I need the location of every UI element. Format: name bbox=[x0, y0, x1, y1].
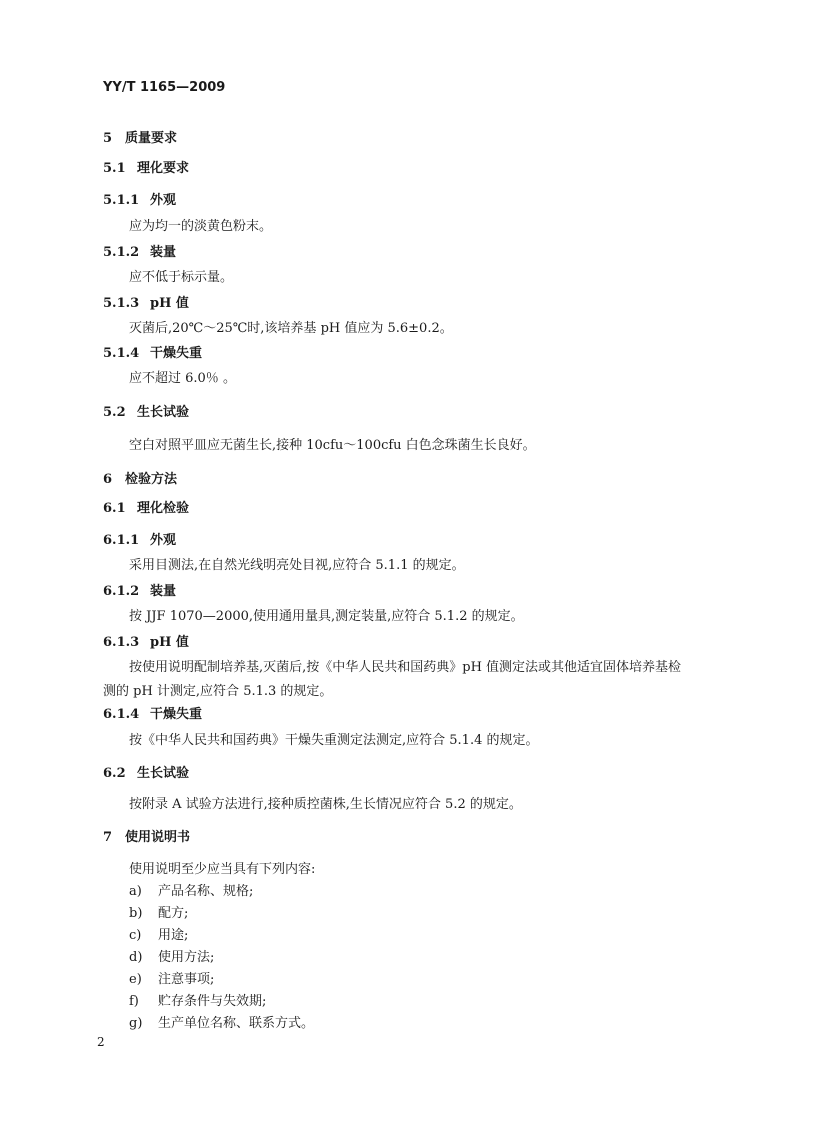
section-5-1-2-heading bbox=[103, 245, 176, 261]
section-5-1-3-body: 灭菌后,20℃～25℃时,该培养基 pH 值应为 5.6±0.2。 bbox=[129, 321, 453, 336]
section-5-1-1-heading bbox=[103, 193, 176, 209]
list-text: 用途; bbox=[158, 928, 189, 943]
list-text: 生产单位名称、联系方式。 bbox=[158, 1016, 315, 1031]
section-title: 装量 bbox=[150, 245, 177, 260]
section-6-1-2-body: 按 JJF 1070—2000,使用通用量具,测定装量,应符合 5.1.2 的规定。 bbox=[129, 609, 524, 624]
section-5-1-heading bbox=[103, 161, 189, 177]
section-number: 6.1.4 bbox=[103, 707, 140, 722]
section-6-1-3-heading bbox=[103, 635, 189, 651]
section-7-intro: 使用说明至少应当具有下列内容: bbox=[129, 862, 316, 877]
section-title: 外观 bbox=[150, 193, 177, 208]
section-5-2-body: 空白对照平皿应无菌生长,接种 10cfu～100cfu 白色念珠菌生长良好。 bbox=[129, 438, 536, 453]
section-5-1-4-body: 应不超过 6.0％ 。 bbox=[129, 371, 236, 386]
section-number: 5 bbox=[103, 131, 113, 146]
section-6-1-2-heading bbox=[103, 584, 176, 600]
section-number: 5.1.1 bbox=[103, 193, 140, 208]
list-item bbox=[129, 884, 253, 900]
section-title: pH 值 bbox=[150, 635, 189, 650]
section-6-1-1-body: 采用目测法,在自然光线明亮处目视,应符合 5.1.1 的规定。 bbox=[129, 558, 465, 573]
list-text: 注意事项; bbox=[158, 972, 215, 987]
list-item bbox=[129, 972, 214, 988]
list-marker: g) bbox=[129, 1016, 143, 1031]
list-item bbox=[129, 994, 266, 1010]
section-5-heading bbox=[103, 131, 177, 147]
section-number: 5.1.3 bbox=[103, 296, 140, 311]
list-text: 使用方法; bbox=[158, 950, 215, 965]
section-6-2-heading bbox=[103, 766, 189, 782]
section-number: 6.1.2 bbox=[103, 584, 140, 599]
section-number: 6.1.3 bbox=[103, 635, 140, 650]
section-title: 理化要求 bbox=[137, 161, 190, 176]
list-marker: e) bbox=[129, 972, 142, 987]
section-6-1-3-body-line-1: 按使用说明配制培养基,灭菌后,按《中华人民共和国药典》pH 值测定法或其他适宜固体培养基检 bbox=[129, 660, 682, 675]
section-6-1-3-body-line-2: 测的 pH 计测定,应符合 5.1.3 的规定。 bbox=[103, 684, 333, 699]
section-5-2-heading bbox=[103, 405, 189, 421]
section-6-1-heading bbox=[103, 501, 189, 517]
section-number: 5.1.4 bbox=[103, 346, 140, 361]
list-marker: a) bbox=[129, 884, 142, 899]
list-marker: d) bbox=[129, 950, 143, 965]
standard-code-header: YY/T 1165—2009 bbox=[103, 80, 226, 95]
section-number: 5.1 bbox=[103, 161, 126, 176]
section-title: 干燥失重 bbox=[150, 346, 203, 361]
section-title: 装量 bbox=[150, 584, 177, 599]
list-text: 配方; bbox=[158, 906, 189, 921]
section-title: 检验方法 bbox=[125, 472, 178, 487]
list-item bbox=[129, 1016, 314, 1032]
list-text: 贮存条件与失效期; bbox=[158, 994, 267, 1009]
list-item bbox=[129, 928, 188, 944]
section-title: 使用说明书 bbox=[125, 830, 191, 845]
list-marker: c) bbox=[129, 928, 142, 943]
section-title: 理化检验 bbox=[137, 501, 190, 516]
section-number: 6.2 bbox=[103, 766, 126, 781]
page-number: 2 bbox=[97, 1035, 105, 1049]
list-item bbox=[129, 906, 188, 922]
list-item bbox=[129, 950, 214, 966]
list-text: 产品名称、规格; bbox=[158, 884, 254, 899]
section-title: pH 值 bbox=[150, 296, 189, 311]
section-number: 7 bbox=[103, 830, 113, 845]
section-5-1-1-body: 应为均一的淡黄色粉末。 bbox=[129, 219, 273, 234]
section-number: 5.2 bbox=[103, 405, 126, 420]
section-title: 生长试验 bbox=[137, 405, 190, 420]
section-5-1-4-heading bbox=[103, 346, 202, 362]
list-marker: f) bbox=[129, 994, 139, 1009]
section-5-1-3-heading bbox=[103, 296, 189, 312]
section-number: 6.1.1 bbox=[103, 533, 140, 548]
section-title: 干燥失重 bbox=[150, 707, 203, 722]
section-6-1-4-heading bbox=[103, 707, 202, 723]
section-title: 生长试验 bbox=[137, 766, 190, 781]
section-number: 6.1 bbox=[103, 501, 126, 516]
section-6-1-4-body: 按《中华人民共和国药典》干燥失重测定法测定,应符合 5.1.4 的规定。 bbox=[129, 733, 539, 748]
section-number: 6 bbox=[103, 472, 113, 487]
section-number: 5.1.2 bbox=[103, 245, 140, 260]
list-marker: b) bbox=[129, 906, 143, 921]
section-title: 质量要求 bbox=[125, 131, 178, 146]
section-5-1-2-body: 应不低于标示量。 bbox=[129, 270, 234, 285]
section-6-2-body: 按附录 A 试验方法进行,接种质控菌株,生长情况应符合 5.2 的规定。 bbox=[129, 797, 522, 812]
section-title: 外观 bbox=[150, 533, 177, 548]
section-6-1-1-heading bbox=[103, 533, 176, 549]
section-6-heading bbox=[103, 472, 177, 488]
section-7-heading bbox=[103, 830, 190, 846]
